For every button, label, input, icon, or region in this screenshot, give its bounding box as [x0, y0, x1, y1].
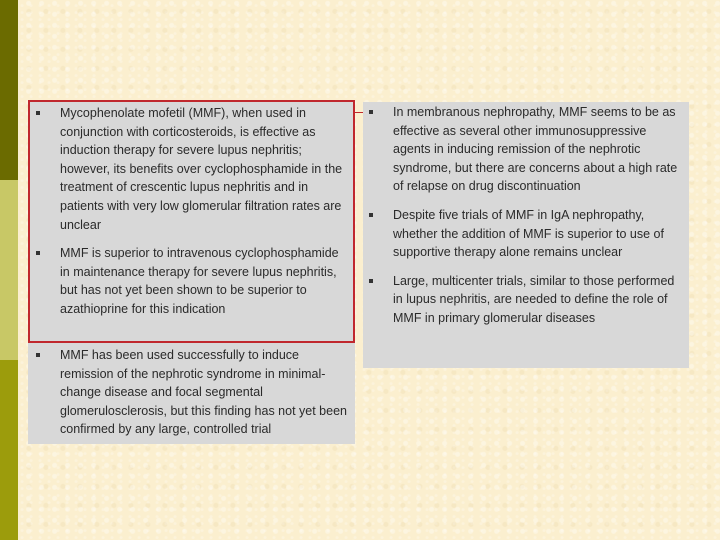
bullet-text: In membranous nephropathy, MMF seems to be as effective as several other immunosuppressive agents in inducing remission of the nephrotic syndrome, but there are concerns about a high rate of relapse on drug discontinuation: [393, 105, 678, 194]
square-bullet-icon: [36, 111, 40, 115]
bullet-item-iga-nephropathy: [363, 206, 683, 262]
key-points-panel-right: [363, 102, 689, 368]
bullet-item-mmf-induction: [30, 104, 349, 234]
bullet-text: Despite five trials of MMF in IgA nephropathy, whether the addition of MMF is superior to use of supportive therapy alone remains unclear: [393, 207, 664, 260]
bullet-list: [28, 343, 355, 439]
bullet-text: MMF has been used successfully to induce remission of the nephrotic syndrome in minimal-change disease and focal segmental glomerulosclerosis, but this finding has not yet been confirmed by any large, controlled trial: [60, 348, 347, 437]
bullet-list: [363, 102, 689, 328]
key-points-panel-left-lower: [28, 343, 355, 444]
square-bullet-icon: [36, 353, 40, 357]
bullet-item-mmf-minimal-change: [30, 346, 349, 439]
decorative-bar-bottom: [0, 360, 18, 540]
bullet-text: MMF is superior to intravenous cyclophosphamide in maintenance therapy for severe lupus nephritis, but has not yet been shown to be superior to azathioprine for this indication: [60, 246, 339, 316]
decorative-bar-top: [0, 0, 18, 180]
bullet-item-multicenter-trials: [363, 272, 683, 328]
square-bullet-icon: [369, 110, 373, 114]
bullet-text: Mycophenolate mofetil (MMF), when used in conjunction with corticosteroids, is effective as induction therapy for severe lupus nephritis; however, its benefits over cyclophosphamide in the treatment of crescentic lupus nephritis and in patients with very low glomerular filtration rates are unclear: [60, 106, 343, 232]
highlighted-bullet-list: [30, 102, 353, 319]
decorative-bar-middle: [0, 180, 18, 360]
bullet-item-membranous-nephropathy: [363, 103, 683, 196]
bullet-text: Large, multicenter trials, similar to those performed in lupus nephritis, are needed to define the role of MMF in primary glomerular diseases: [393, 273, 675, 325]
square-bullet-icon: [369, 213, 373, 217]
square-bullet-icon: [369, 279, 373, 283]
bullet-item-mmf-maintenance: [30, 244, 349, 318]
highlighted-key-points-panel: [28, 100, 355, 343]
square-bullet-icon: [36, 251, 40, 255]
